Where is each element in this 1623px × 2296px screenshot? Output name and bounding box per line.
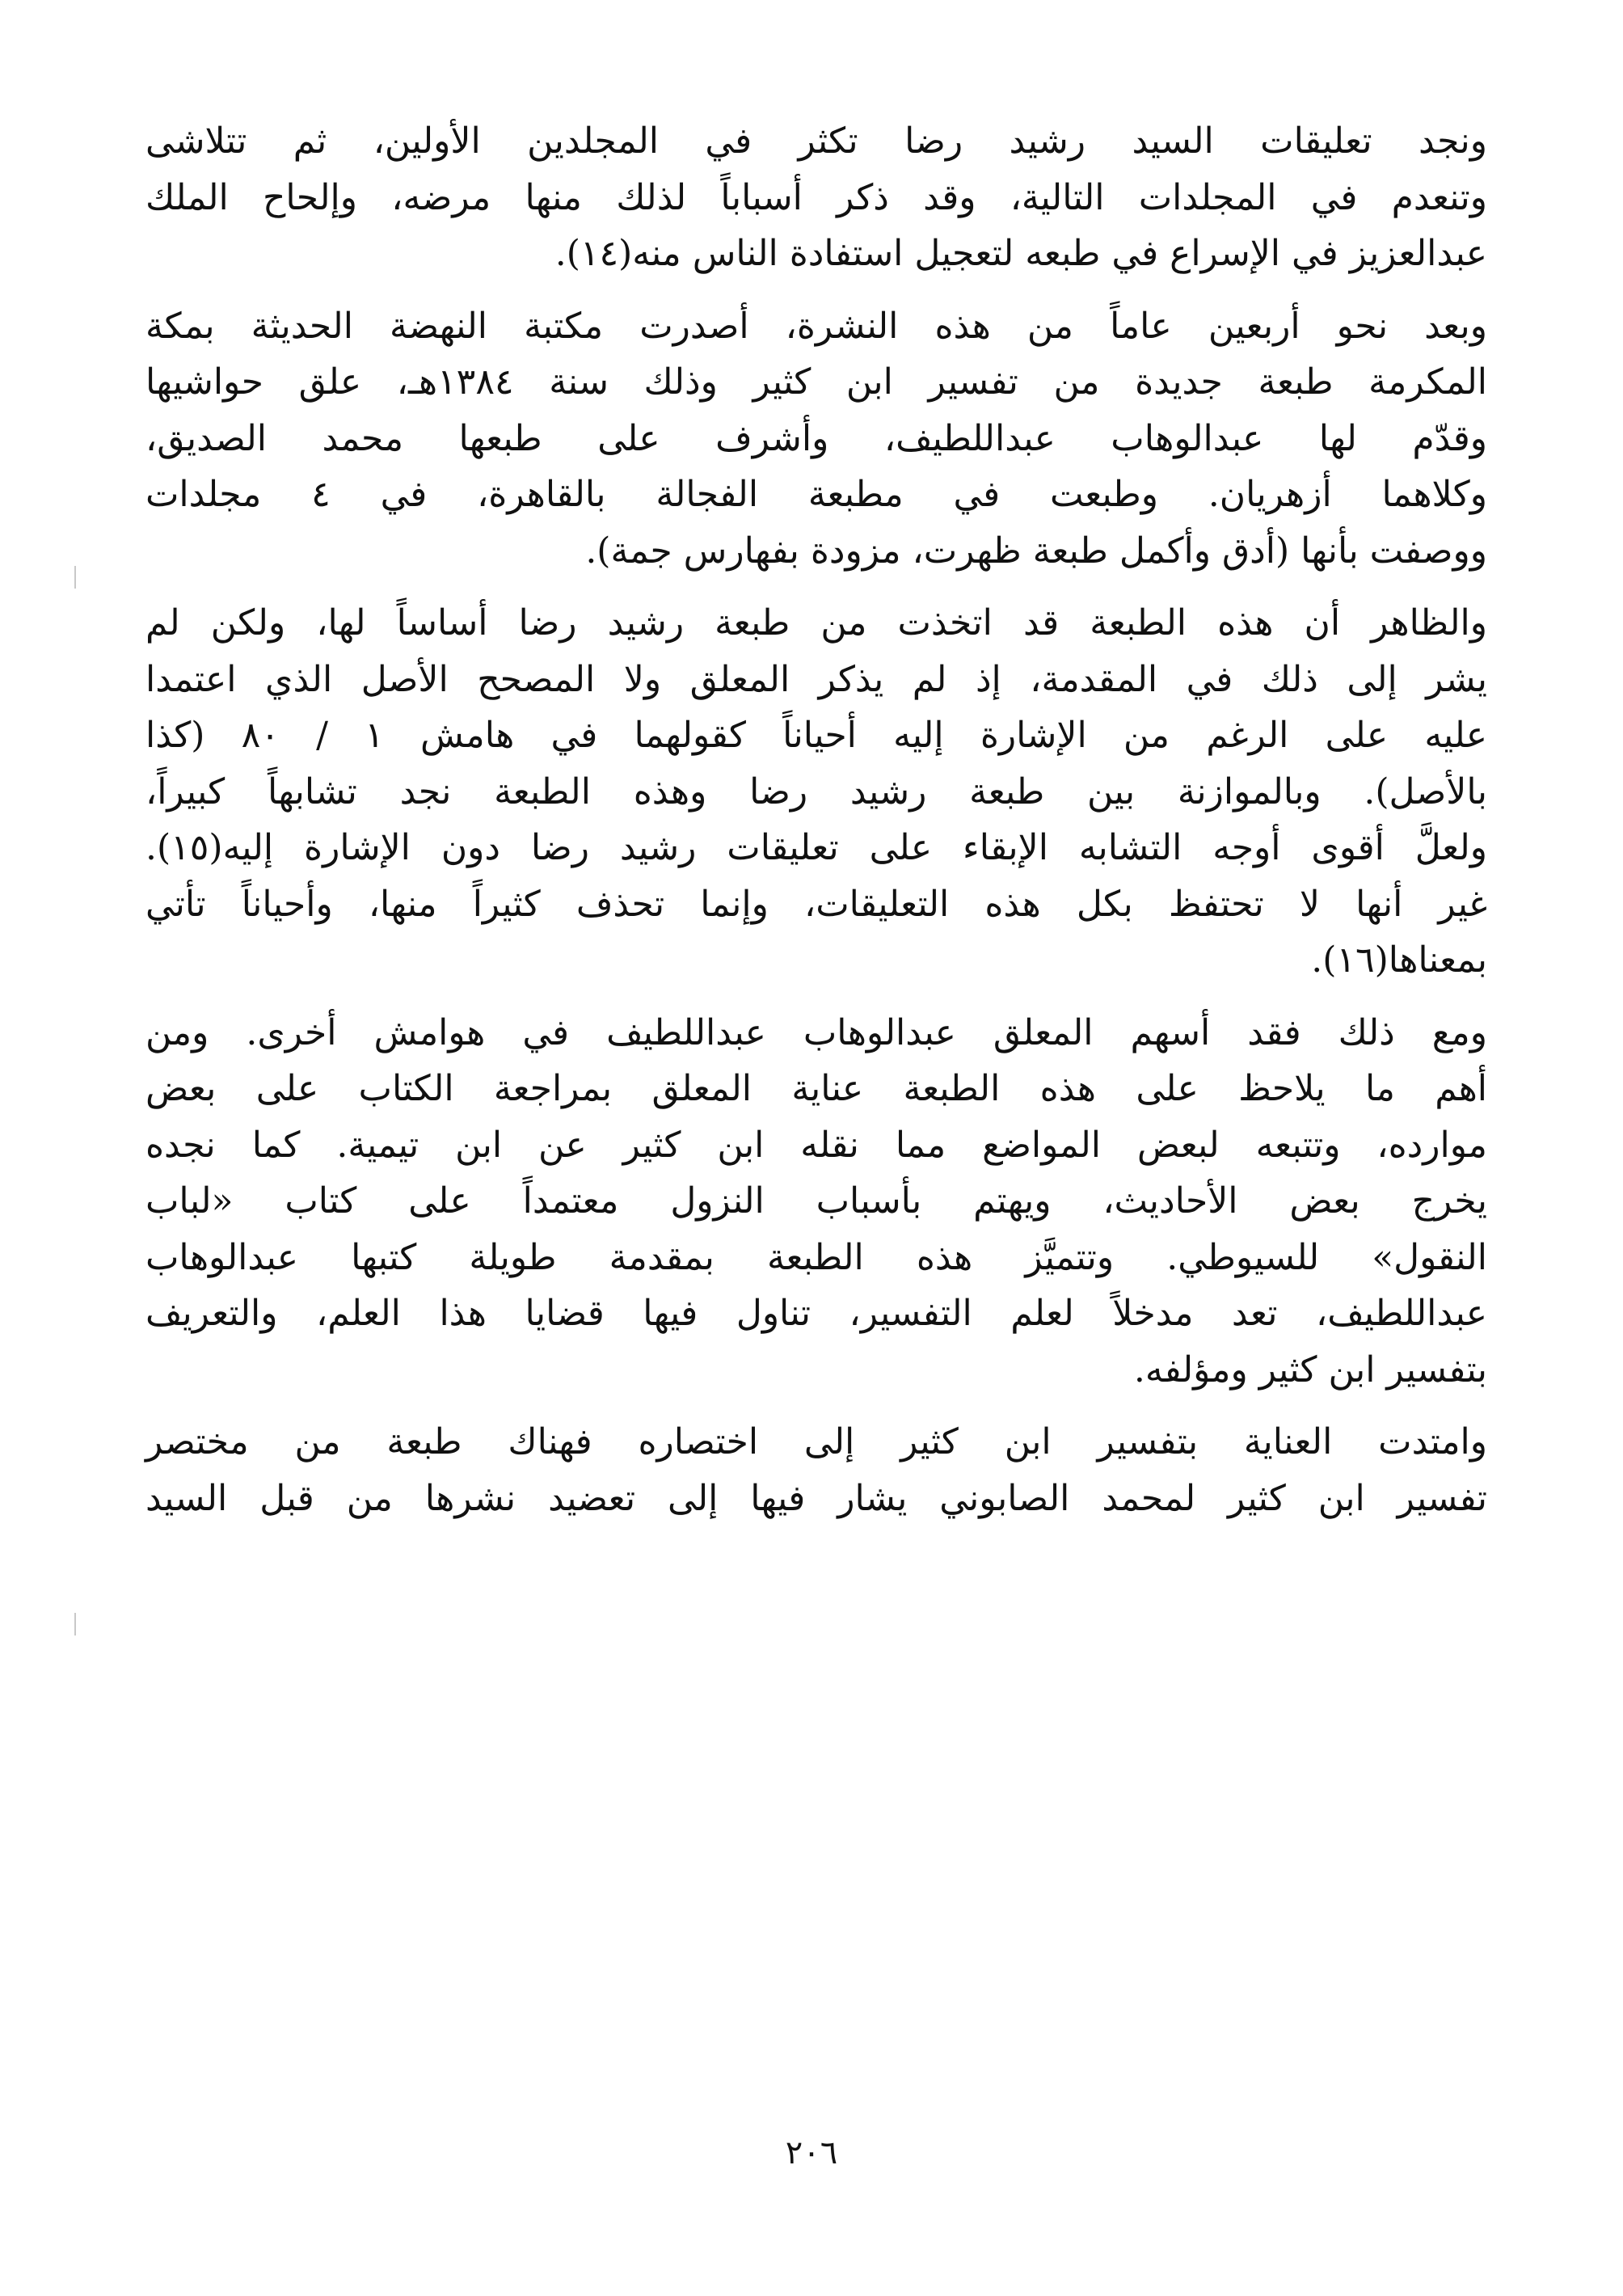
text-line: عليه على الرغم من الإشارة إليه أحياناً كقولهما في هامش ١ / ٨٠ (كذا [145, 715, 1488, 757]
text-line: بمعناها(١٦). [1311, 939, 1487, 981]
text-line: ومع ذلك فقد أسهم المعلق عبدالوهاب عبداللطيف في هوامش أخرى. ومن [145, 1011, 1487, 1053]
text-line: يخرج بعض الأحاديث، ويهتم بأسباب النزول معتمداً على كتاب «لباب [145, 1180, 1487, 1222]
text-line: ووصفت بأنها (أدق وأكمل طبعة ظهرت، مزودة بفهارس جمة). [585, 530, 1487, 572]
text-line: موارده، وتتبعه لبعض المواضع مما نقله ابن كثير عن ابن تيمية. كما نجده [145, 1124, 1487, 1166]
text-line: وقدّم لها عبدالوهاب عبداللطيف، وأشرف على طبعها محمد الصديق، [145, 417, 1487, 459]
text-line: بتفسير ابن كثير ومؤلفه. [1133, 1348, 1487, 1391]
text-line: وكلاهما أزهريان. وطبعت في مطبعة الفجالة بالقاهرة، في ٤ مجلدات [145, 474, 1488, 516]
paragraph-5 [145, 1414, 1487, 1526]
paragraph-1 [145, 113, 1487, 282]
text-line: تفسير ابن كثير لمحمد الصابوني يشار فيها إلى تعضيد نشرها من قبل السيد [145, 1477, 1487, 1519]
text-line: ولعلَّ أقوى أوجه التشابه الإبقاء على تعليقات رشيد رضا دون الإشارة إليه(١٥). [145, 827, 1487, 869]
paragraph-4 [145, 1005, 1487, 1399]
text-line: أهم ما يلاحظ على هذه الطبعة عناية المعلق بمراجعة الكتاب على بعض [145, 1068, 1487, 1110]
text-line: عبداللطيف، تعد مدخلاً لعلم التفسير، تناول فيها قضايا هذا العلم، والتعريف [145, 1293, 1487, 1335]
text-line: وامتدت العناية بتفسير ابن كثير إلى اختصاره فهناك طبعة من مختصر [145, 1421, 1487, 1463]
text-line: وبعد نحو أربعين عاماً من هذه النشرة، أصدرت مكتبة النهضة الحديثة بمكة [145, 305, 1487, 347]
text-line: بالأصل). وبالموازنة بين طبعة رشيد رضا وهذه الطبعة نجد تشابهاً كبيراً، [145, 770, 1487, 812]
body-text [145, 113, 1487, 1543]
margin-tick-mark [74, 1613, 76, 1635]
text-line: عبدالعزيز في الإسراع في طبعه لتعجيل استفادة الناس منه(١٤). [554, 233, 1487, 275]
text-line: يشر إلى ذلك في المقدمة، إذ لم يذكر المعلق ولا المصحح الأصل الذي اعتمدا [145, 658, 1487, 700]
margin-tick-mark [74, 566, 76, 589]
text-line: والظاهر أن هذه الطبعة قد اتخذت من طبعة رشيد رضا أساساً لها، ولكن لم [145, 602, 1487, 644]
paragraph-2 [145, 298, 1487, 580]
text-line: غير أنها لا تحتفظ بكل هذه التعليقات، وإنما تحذف كثيراً منها، وأحياناً تأتي [145, 883, 1487, 925]
text-line: النقول» للسيوطي. وتتميَّز هذه الطبعة بمقدمة طويلة كتبها عبدالوهاب [145, 1236, 1487, 1278]
paragraph-3 [145, 595, 1487, 989]
text-line: ونجد تعليقات السيد رشيد رضا تكثر في المجلدين الأولين، ثم تتلاشى [145, 120, 1487, 162]
page-number: ٢٠٦ [785, 2134, 838, 2171]
text-line: وتنعدم في المجلدات التالية، وقد ذكر أسباباً لذلك منها مرضه، وإلحاح الملك [145, 176, 1487, 218]
text-line: المكرمة طبعة جديدة من تفسير ابن كثير وذلك سنة ١٣٨٤هـ، علق حواشيها [145, 361, 1487, 403]
